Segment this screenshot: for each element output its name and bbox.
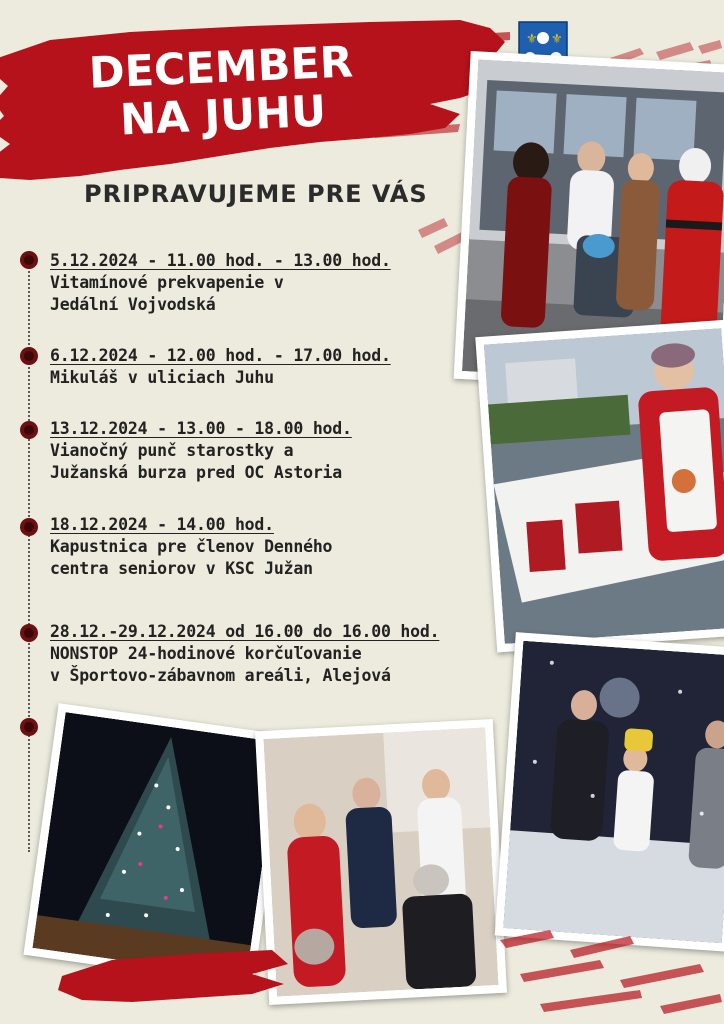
event-description: v Športovo-zábavnom areáli, Alejová	[50, 666, 391, 685]
title-line-1: DECEMBER	[87, 37, 354, 99]
photo-kapustnica	[255, 719, 507, 1005]
event-description: NONSTOP 24-hodinové korčuľovanie	[50, 644, 362, 663]
event-description: Vianočný punč starostky a	[50, 441, 294, 460]
bullet-dot-icon	[18, 345, 40, 367]
event-description: Kapustnica pre členov Denného	[50, 537, 333, 556]
photo-skating-image	[503, 641, 724, 944]
photo-tree-image	[32, 712, 279, 978]
event-date: 6.12.2024 - 12.00 hod. - 17.00 hod.	[50, 346, 391, 365]
photo-punch-stand	[475, 320, 724, 653]
bullet-dot-icon	[18, 249, 40, 271]
page-title	[60, 37, 384, 147]
bullet-dot-icon	[18, 516, 40, 538]
photo-skating	[495, 632, 724, 952]
bullet-dot-icon	[18, 716, 40, 738]
subtitle: PRIPRAVUJEME PRE VÁS	[84, 180, 428, 208]
event-description: Južanská burza pred OC Astoria	[50, 463, 343, 482]
event-date: 5.12.2024 - 11.00 hod. - 13.00 hod.	[50, 251, 391, 270]
event-description: Mikuláš v uliciach Juhu	[50, 368, 274, 387]
svg-text:⚜: ⚜	[526, 32, 538, 47]
photo-punch-image	[484, 328, 724, 644]
timeline-line	[28, 252, 30, 852]
bullet-dot-icon	[18, 622, 40, 644]
decor-brush-bottom-left	[52, 940, 292, 1010]
photo-kapustnica-image	[263, 727, 498, 996]
event-date: 28.12.-29.12.2024 od 16.00 do 16.00 hod.	[50, 622, 440, 641]
event-item	[50, 418, 352, 484]
event-date: 18.12.2024 - 14.00 hod.	[50, 515, 274, 534]
bullet-dot-icon	[18, 419, 40, 441]
event-item	[50, 621, 439, 687]
event-description: centra seniorov v KSC Južan	[50, 559, 313, 578]
title-line-2: NA JUHU	[119, 86, 328, 146]
event-item	[50, 514, 332, 580]
event-description: Vitamínové prekvapenie v	[50, 273, 284, 292]
decor-brush-bottom-right	[480, 920, 724, 1024]
event-item	[50, 345, 391, 389]
event-item	[50, 250, 391, 316]
event-date: 13.12.2024 - 13.00 - 18.00 hod.	[50, 419, 352, 438]
event-description: Jedální Vojvodská	[50, 295, 216, 314]
svg-text:⚜: ⚜	[551, 32, 563, 47]
